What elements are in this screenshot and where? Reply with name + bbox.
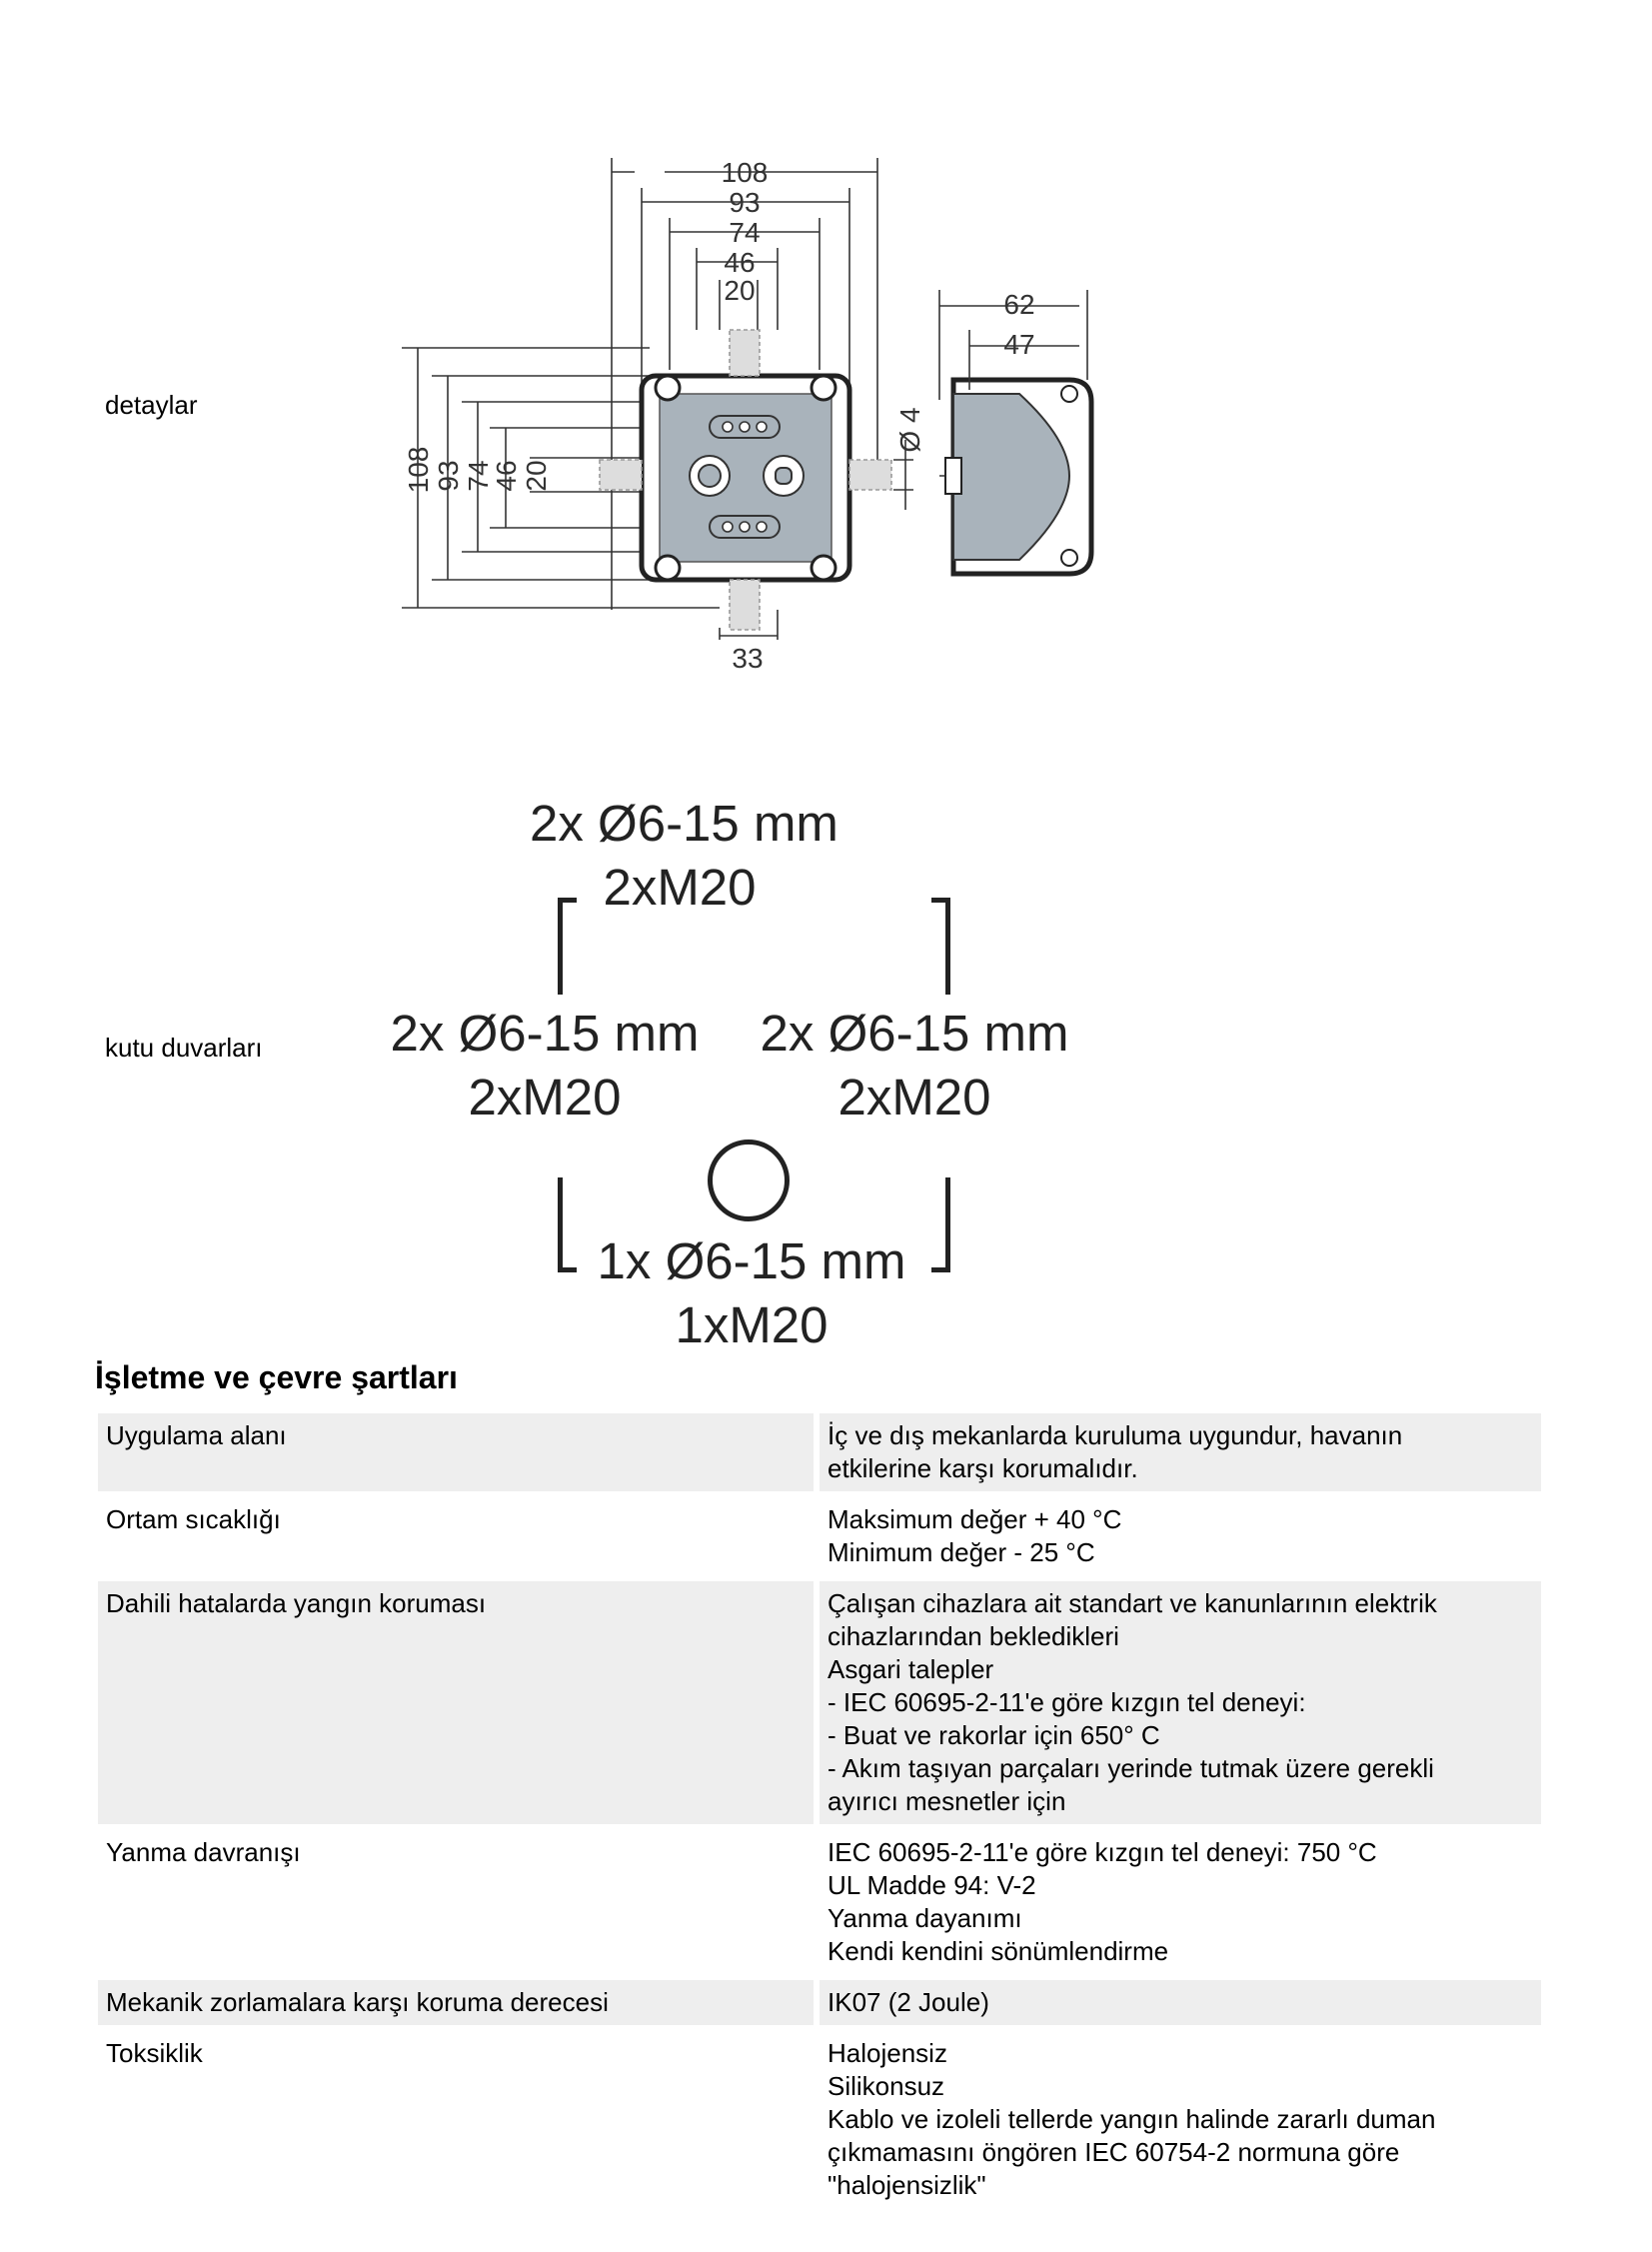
row-value-line: Kablo ve izoleli tellerde yangın halinde zararlı duman xyxy=(827,2104,1436,2134)
spec-table xyxy=(98,1407,1541,2214)
wall-bottom xyxy=(572,1229,931,1357)
bracket-top-right xyxy=(931,898,950,995)
dim-bottom-33-label: 33 xyxy=(732,643,764,674)
dim-left-20-label: 20 xyxy=(521,460,552,492)
table-row xyxy=(98,2031,1541,2208)
wall-bottom-thread: 1xM20 xyxy=(675,1296,828,1353)
dim-top-93-label: 93 xyxy=(729,187,761,218)
walls-label: kutu duvarları xyxy=(105,1033,263,1063)
wall-right-size: 2x Ø6-15 mm xyxy=(760,1005,1069,1062)
row-value-line: - IEC 60695-2-11'e göre kızgın tel deneyi: xyxy=(827,1687,1306,1717)
row-value-line: Maksimum değer + 40 °C xyxy=(827,1504,1122,1534)
row-value-line: - Buat ve rakorlar için 650° C xyxy=(827,1720,1160,1750)
dim-left-93-label: 93 xyxy=(433,460,464,492)
wall-left-thread: 2xM20 xyxy=(468,1069,622,1126)
bracket-bottom-right xyxy=(931,1177,950,1272)
row-value xyxy=(820,2031,1541,2208)
bracket-top-left xyxy=(558,898,577,995)
dim-top-108-label: 108 xyxy=(721,157,769,188)
row-key: Mekanik zorlamalara karşı koruma derecesi xyxy=(98,1980,814,2025)
wall-top-thread: 2xM20 xyxy=(603,859,757,916)
wall-left xyxy=(380,1002,710,1129)
box-front-view xyxy=(600,330,891,630)
row-value-line: - Akım taşıyan parçaları yerinde tutmak üzere gerekli xyxy=(827,1753,1434,1783)
wall-bottom-size: 1x Ø6-15 mm xyxy=(597,1232,906,1289)
cable-entry-circle xyxy=(708,1139,790,1221)
row-value-line: Asgari talepler xyxy=(827,1654,994,1684)
wall-left-size: 2x Ø6-15 mm xyxy=(390,1005,700,1062)
row-value-line: Çalışan cihazlara ait standart ve kanunlarının elektrik xyxy=(827,1588,1437,1618)
row-value xyxy=(820,1980,1541,2025)
box-walls-diagram xyxy=(380,790,1099,1369)
table-row xyxy=(98,1497,1541,1575)
dim-left-46-label: 46 xyxy=(491,460,522,492)
wall-right-thread: 2xM20 xyxy=(837,1069,991,1126)
dim-left-108-label: 108 xyxy=(403,446,434,494)
row-value-line: IEC 60695-2-11'e göre kızgın tel deneyi: 750 °C xyxy=(827,1837,1377,1867)
box-side-view xyxy=(939,380,1091,574)
details-label: detaylar xyxy=(105,390,198,420)
dim-hole-label: Ø 4 xyxy=(894,407,925,453)
row-value-line: cihazlarından bekledikleri xyxy=(827,1621,1119,1651)
table-row xyxy=(98,1413,1541,1491)
dim-left-74-label: 74 xyxy=(463,460,494,492)
row-value-line: çıkmamasını öngören IEC 60754-2 normuna göre xyxy=(827,2137,1400,2167)
dim-side-62-label: 62 xyxy=(1003,289,1035,320)
row-value xyxy=(820,1413,1541,1491)
row-key: Uygulama alanı xyxy=(98,1413,814,1491)
row-value-line: Minimum değer - 25 °C xyxy=(827,1537,1095,1567)
wall-top-size: 2x Ø6-15 mm xyxy=(530,795,838,852)
row-key: Toksiklik xyxy=(106,2038,203,2068)
dim-side-47-label: 47 xyxy=(1003,329,1035,360)
row-value xyxy=(820,1497,1541,1575)
row-key: Ortam sıcaklığı xyxy=(106,1504,281,1534)
table-row xyxy=(98,1980,1541,2025)
row-value-line: ayırıcı mesnetler için xyxy=(827,1786,1066,1816)
row-value xyxy=(820,1830,1541,1974)
row-value-line: Silikonsuz xyxy=(827,2071,945,2101)
row-value-line: Kendi kendini sönümlendirme xyxy=(827,1936,1169,1966)
dim-top-46-label: 46 xyxy=(724,247,756,278)
row-value-line: IK07 (2 Joule) xyxy=(827,1987,989,2017)
row-value-line: UL Madde 94: V-2 xyxy=(827,1870,1036,1900)
row-value xyxy=(820,1581,1541,1824)
row-value-line: Yanma dayanımı xyxy=(827,1903,1022,1933)
wall-right xyxy=(750,1002,1079,1129)
section-title: İşletme ve çevre şartları xyxy=(95,1359,458,1395)
row-key: Yanma davranışı xyxy=(106,1837,301,1867)
row-value-line: etkilerine karşı korumalıdır. xyxy=(827,1453,1138,1483)
dim-top-74-label: 74 xyxy=(729,217,761,248)
table-row xyxy=(98,1581,1541,1824)
row-key: Dahili hatalarda yangın koruması xyxy=(98,1581,814,1824)
table-row xyxy=(98,1830,1541,1974)
row-value-line: İç ve dış mekanlarda kuruluma uygundur, havanın xyxy=(827,1420,1403,1450)
row-value-line: "halojensizlik" xyxy=(827,2170,986,2200)
dimension-drawing xyxy=(380,140,1099,680)
dim-top-20-label: 20 xyxy=(724,275,756,306)
row-value-line: Halojensiz xyxy=(827,2038,947,2068)
